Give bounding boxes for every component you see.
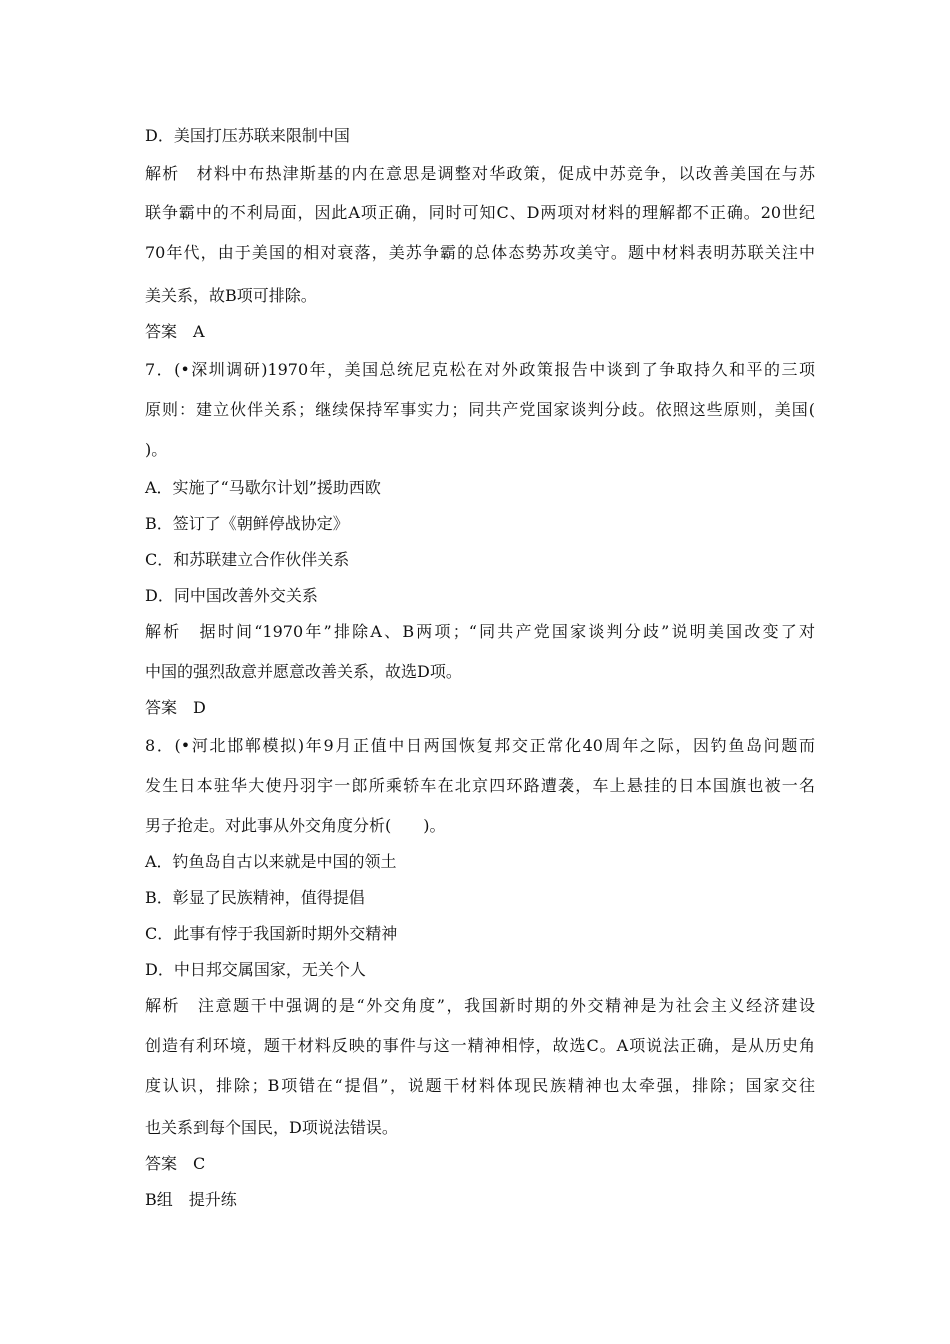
answer-q6: 答案 A xyxy=(145,322,205,341)
answer-q8: 答案 C xyxy=(145,1154,206,1173)
option-d-q8: D．中日邦交属国家，无关个人 xyxy=(145,960,366,979)
question-8-line-3: 男子抢走。对此事从外交角度分析( )。 xyxy=(145,816,446,835)
analysis-q6-line-1: 解析 材料中布热津斯基的内在意思是调整对华政策，促成中苏竞争，以改善美国在与苏 xyxy=(145,164,815,183)
analysis-q6-line-3: 70年代，由于美国的相对衰落，美苏争霸的总体态势苏攻美守。题中材料表明苏联关注中 xyxy=(145,243,815,262)
analysis-q6-line-4: 美关系，故B项可排除。 xyxy=(145,286,317,305)
section-heading-group-b: B组 提升练 xyxy=(145,1190,237,1209)
question-7-line-1: 7．(•深圳调研)1970年，美国总统尼克松在对外政策报告中谈到了争取持久和平的三项 xyxy=(145,360,815,379)
option-d-q6: D．美国打压苏联来限制中国 xyxy=(145,126,350,145)
analysis-q8-line-2: 创造有利环境，题干材料反映的事件与这一精神相悖，故选C。A项说法正确，是从历史角 xyxy=(145,1036,815,1055)
option-c-q8: C．此事有悖于我国新时期外交精神 xyxy=(145,924,398,943)
analysis-q6-line-2: 联争霸中的不利局面，因此A项正确，同时可知C、D两项对材料的理解都不正确。20世纪 xyxy=(145,203,815,222)
answer-q7: 答案 D xyxy=(145,698,206,717)
analysis-q7-line-1: 解析 据时间“1970年”排除A、B两项；“同共产党国家谈判分歧”说明美国改变了对 xyxy=(145,622,815,641)
question-8-line-1: 8．(•河北邯郸模拟)年9月正值中日两国恢复邦交正常化40周年之际，因钓鱼岛问题而 xyxy=(145,736,815,755)
question-8-line-2: 发生日本驻华大使丹羽宇一郎所乘轿车在北京四环路遭袭，车上悬挂的日本国旗也被一名 xyxy=(145,776,815,795)
question-7-line-2: 原则：建立伙伴关系；继续保持军事实力；同共产党国家谈判分歧。依照这些原则，美国( xyxy=(145,400,815,419)
analysis-q8-line-1: 解析 注意题干中强调的是“外交角度”，我国新时期的外交精神是为社会主义经济建设 xyxy=(145,996,815,1015)
option-d-q7: D．同中国改善外交关系 xyxy=(145,586,318,605)
analysis-q8-line-3: 度认识，排除；B项错在“提倡”，说题干材料体现民族精神也太牵强，排除；国家交往 xyxy=(145,1076,815,1095)
option-a-q8: A．钓鱼岛自古以来就是中国的领土 xyxy=(145,852,397,871)
option-c-q7: C．和苏联建立合作伙伴关系 xyxy=(145,550,350,569)
analysis-q8-line-4: 也关系到每个国民，D项说法错误。 xyxy=(145,1118,398,1137)
option-b-q8: B．彰显了民族精神，值得提倡 xyxy=(145,888,365,907)
question-7-line-3: )。 xyxy=(145,440,168,459)
option-b-q7: B．签订了《朝鲜停战协定》 xyxy=(145,514,349,533)
analysis-q7-line-2: 中国的强烈敌意并愿意改善关系，故选D项。 xyxy=(145,662,462,681)
option-a-q7: A．实施了“马歇尔计划”援助西欧 xyxy=(145,478,381,497)
